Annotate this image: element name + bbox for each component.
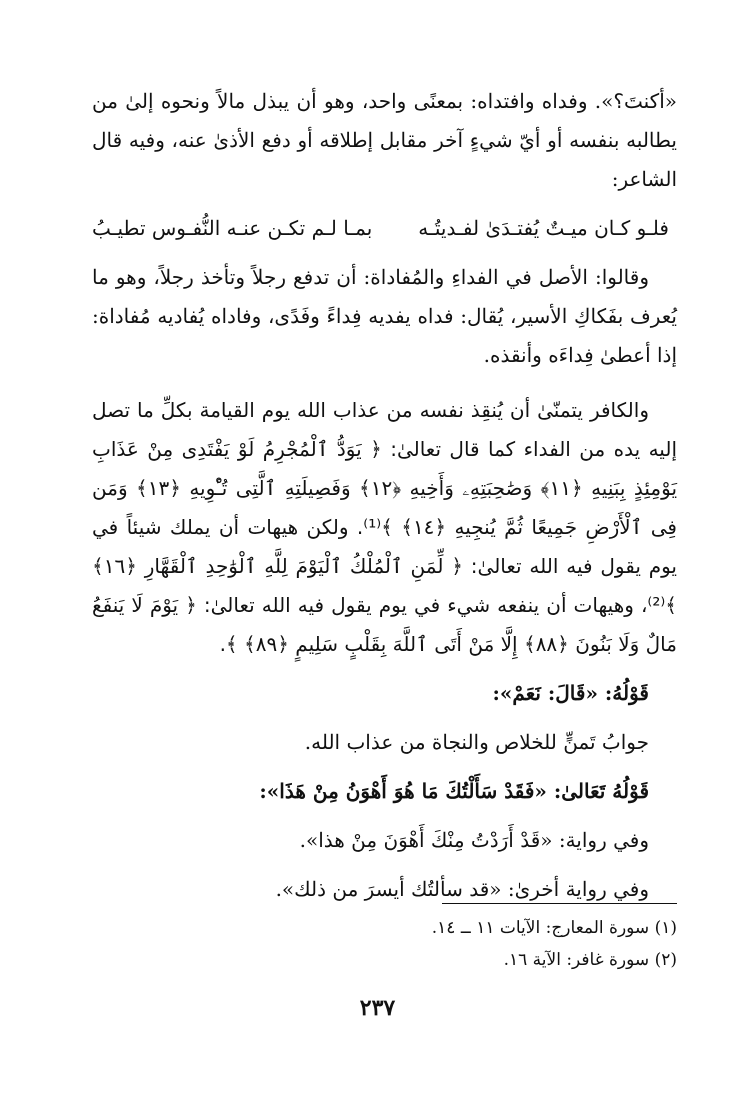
footnotes <box>300 912 677 976</box>
poetry-verse <box>92 209 677 248</box>
heading-qala-naam: قَوْلُهُ: «قَالَ: نَعَمْ»: <box>492 681 649 705</box>
heading-faqad-saaltuka: قَوْلُهُ تَعَالىٰ: «فَقَدْ سَأَلْتُكَ مَا هُوَ أَهْوَنُ مِنْ هَذَا»: <box>259 779 649 803</box>
paragraph-riwaya-1: وفي رواية: «قَدْ أَرَدْتُ مِنْكَ أَهْوَنَ مِنْ هذا». <box>299 828 649 852</box>
paragraph-ransom-definition: «أكنتَ؟». وفداه وافتداه: بمعنًى واحد، وهو أن يبذل مالاً ونحوه إلىٰ من يطالبه بنفسه أو أيّ شيءٍ آخر مقابل إطلاقه أو دفع الأذىٰ عنه، وفيه قال الشاعر: <box>92 89 677 191</box>
paragraph-riwaya-2: وفي رواية أخرىٰ: «قد سألتُك أيسرَ من ذلك». <box>275 877 649 901</box>
footnote-separator <box>442 903 677 904</box>
paragraph-fida-origin: وقالوا: الأصل في الفداءِ والمُفاداة: أن تدفع رجلاً وتأخذ رجلاً، وهو ما يُعرف بفَكاكِ الأسير، يُقال: فداه يفديه فِداءً وفَدًى، وفاداه يُفاديه مُفاداة: إذا أعطىٰ فِداءَه وأنقذه. <box>92 265 677 367</box>
footnote-2: (٢) سورة غافر: الآية ١٦. <box>503 950 677 970</box>
footnote-1: (١) سورة المعارج: الآيات ١١ ــ ١٤. <box>431 918 677 938</box>
verse-first-hemistich: فلـو كـان ميـتٌ يُفتـدَىٰ لفـديتُـه <box>418 216 669 240</box>
paragraph-disbeliever: والكافر يتمنّىٰ أن يُنقِذ نفسه من عذاب الله يوم القيامة بكلِّ ما تصل إليه يده من الفداء كما قال تعالىٰ: ﴿ يَوَدُّ ٱلْمُجْرِمُ لَوْ يَفْتَدِى مِنْ عَذَابِ يَوْمِئِذٍ بِبَنِيهِ ﴿١١﴾ وَصَٰحِبَتِهِۦ وَأَخِيهِ ﴿١٢﴾ وَفَصِيلَتِهِ ٱلَّتِى تُـْٔوِيهِ ﴿١٣﴾ وَمَن فِى ٱلْأَرْضِ جَمِيعًا ثُمَّ يُنجِيهِ ﴿١٤﴾ ﴾⁽¹⁾. ولكن هيهات أن يملك شيئاً في يوم يقول فيه الله تعالىٰ: ﴿ لِّمَنِ ٱلْمُلْكُ ٱلْيَوْمَ لِلَّهِ ٱلْوَٰحِدِ ٱلْقَهَّارِ ﴿١٦﴾ ﴾⁽²⁾، وهيهات أن ينفعه شيء في يوم يقول فيه الله تعالىٰ: ﴿ يَوْمَ لَا يَنفَعُ مَالٌ وَلَا بَنُونَ ﴿٨٨﴾ إِلَّا مَنْ أَتَى ٱللَّهَ بِقَلْبٍ سَلِيمٍ ﴿٨٩﴾ ﴾. <box>92 398 678 656</box>
page-number: ٢٣٧ <box>359 995 396 1021</box>
main-text <box>92 82 677 909</box>
paragraph-answer: جوابُ تَمنٍّ للخلاص والنجاة من عذاب الله. <box>304 730 649 754</box>
verse-second-hemistich: بمـا لـم تكـن عنـه النُّفـوس تطيـبُ <box>92 216 373 240</box>
